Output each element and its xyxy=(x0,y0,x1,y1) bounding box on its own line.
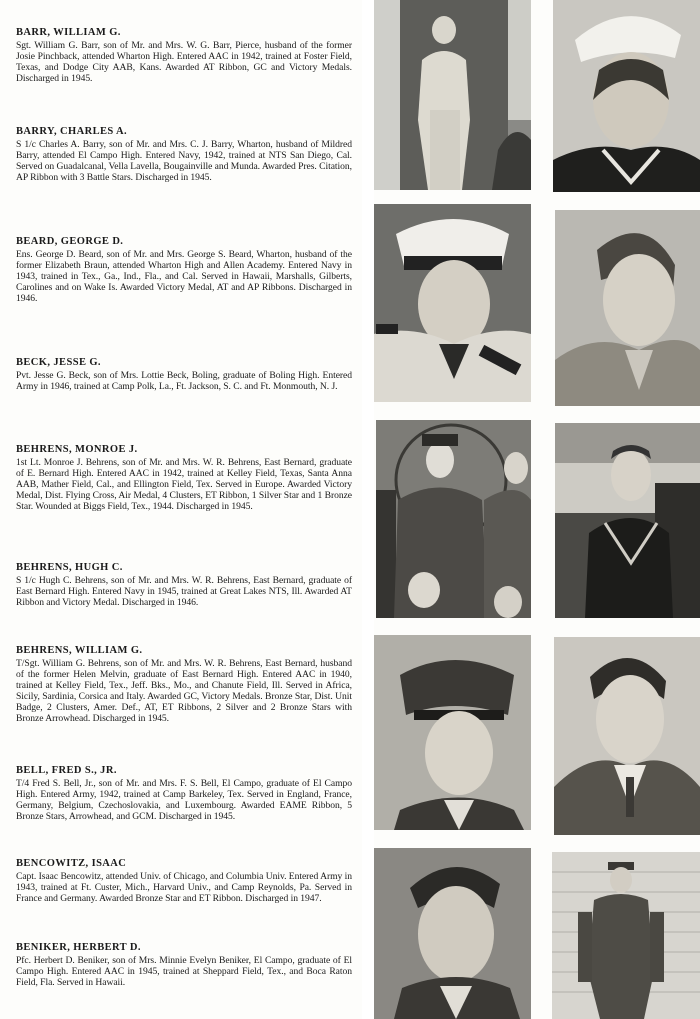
entry-text: T/4 Fred S. Bell, Jr., son of Mr. and Mrs. F. S. Bell, El Campo, graduate of El Campo High. Entered Army, 1942, trained at Camp Barkeley, Tex. Served in England, France, Germany, Belgium, Czechoslovakia, and Luxembourg. Awarded EAME Ribbon, 5 Bronze Stars, Arrowhead, and GCM. Discharged in 1945. xyxy=(16,778,352,822)
entry-name: BARR, WILLIAM G. xyxy=(16,27,121,38)
photo-hugh-c-behrens xyxy=(555,423,700,618)
entry-text: Pvt. Jesse G. Beck, son of Mrs. Lottie Beck, Boling, graduate of Boling High. Entered Army in 1946, trained at Camp Polk, La., Ft. Jackson, S. C. and Ft. Monmouth, N. J. xyxy=(16,370,352,392)
photo-charles-a-barry xyxy=(553,0,700,192)
entry-name: BEHRENS, WILLIAM G. xyxy=(16,645,143,656)
entry-name: BEHRENS, MONROE J. xyxy=(16,444,138,455)
photo-jesse-g-beck xyxy=(555,210,700,406)
entry-behrens-monroe xyxy=(16,444,352,512)
entry-behrens-william xyxy=(16,645,352,724)
entry-beard-george xyxy=(16,236,352,304)
entry-text: 1st Lt. Monroe J. Behrens, son of Mr. and Mrs. W. R. Behrens, East Bernard, graduate of E. Bernard High. Entered AAC in 1942, trained at Kelley Field, Texas, Santa Anna AAB, Mather Field, Cal., and Ellington Field, Tex. Served in Europe. Awarded Victory Medal, Dist. Flying Cross, Air Medal, 4 Clusters, ET Ribbon, 1 Silver Star and 1 Bronze Star. Wounded at Biggs Field, Tex., 1944. Discharged in 1945. xyxy=(16,457,352,512)
entry-bell-fred xyxy=(16,765,352,822)
photo-william-g-barr xyxy=(374,0,531,190)
photo-monroe-j-behrens xyxy=(376,420,531,618)
entry-name: BENIKER, HERBERT D. xyxy=(16,942,141,953)
entry-bencowitz-isaac xyxy=(16,858,352,904)
entry-text: T/Sgt. William G. Behrens, son of Mr. and Mrs. W. R. Behrens, East Bernard, husband of the former Helen Melvin, graduate of East Bernard High. Entered AAC in 1940, trained at Kelley Field, Tex., Jeff. Bks., Mo., and Chanute Field, Ill. Served in Africa, Sicily, Sardinia, Corsica and Italy. Awarded GC, Victory Medals. Bronze Star, Dist. Unit Badge, 2 Clusters, Amer. Def., AT, ET Ribbons, 2 Silver and 2 Bronze Stars with Bronze Arrowhead. Discharged in 1945. xyxy=(16,658,352,724)
photo-fred-s-bell-jr xyxy=(554,637,700,835)
photo-herbert-d-beniker xyxy=(552,852,700,1019)
entry-text: Ens. George D. Beard, son of Mr. and Mrs. George S. Beard, Wharton, husband of the former Elizabeth Braun, attended Wharton High and Allen Academy. Entered Navy in 1943, trained in Tex., Ga., Ind., Fla., and Cal. Served in Hawaii, Marshalls, Gilberts, Carolines and on Wake Is. Awarded Victory Medal, AT and AP Ribbons. Discharged in 1946. xyxy=(16,249,352,304)
entry-name: BARRY, CHARLES A. xyxy=(16,126,128,137)
photo-isaac-bencowitz xyxy=(374,848,531,1019)
entry-behrens-hugh xyxy=(16,562,352,608)
entry-beniker-herbert xyxy=(16,942,352,988)
entry-name: BEHRENS, HUGH C. xyxy=(16,562,123,573)
entry-text: S 1/c Hugh C. Behrens, son of Mr. and Mrs. W. R. Behrens, East Bernard, graduate of East Bernard High. Entered Navy in 1945, trained at Great Lakes NTS, Ill. Awarded AT Ribbon and Victory Medal. Discharged in 1946. xyxy=(16,575,352,608)
entry-name: BECK, JESSE G. xyxy=(16,357,101,368)
photo-william-g-behrens xyxy=(374,635,531,830)
photo-george-d-beard xyxy=(374,204,531,402)
entry-text: S 1/c Charles A. Barry, son of Mr. and Mrs. C. J. Barry, Wharton, husband of Mildred Barry, attended El Campo High. Entered Navy, 1942, trained at NTS San Diego, Cal. Served on Guadalcanal, Vella Lavella, Bougainville and Munda. Awarded Pres. Citation, AP Ribbon with 3 Battle Stars. Discharged in 1945. xyxy=(16,139,352,183)
entry-name: BENCOWITZ, ISAAC xyxy=(16,858,127,869)
entry-text: Sgt. William G. Barr, son of Mr. and Mrs. W. G. Barr, Pierce, husband of the former Josie Pinchback, attended Wharton High. Entered AAC in 1942, trained at Foster Field, Texas, and Dodge City AAB, Kans. Awarded AT Ribbon, GC and Victory Medals. Discharged in 1945. xyxy=(16,40,352,84)
entry-text: Capt. Isaac Bencowitz, attended Univ. of Chicago, and Columbia Univ. Entered Army in 1943, trained at Ft. Custer, Mich., Harvard Univ., and Camp Reynolds, Pa. Served in France and Germany. Awarded Bronze Star and ET Ribbon. Discharged in 1947. xyxy=(16,871,352,904)
entry-text: Pfc. Herbert D. Beniker, son of Mrs. Minnie Evelyn Beniker, El Campo, graduate of El Campo High. Entered AAC in 1945, trained at Sheppard Field, Tex., and Boca Raton Field, Fla. Served in Hawaii. xyxy=(16,955,352,988)
entry-barry-charles xyxy=(16,126,352,183)
entry-name: BELL, FRED S., JR. xyxy=(16,765,117,776)
column-gutter xyxy=(362,0,374,1019)
entry-name: BEARD, GEORGE D. xyxy=(16,236,124,247)
entry-barr-william xyxy=(16,27,352,84)
entry-beck-jesse xyxy=(16,357,352,392)
